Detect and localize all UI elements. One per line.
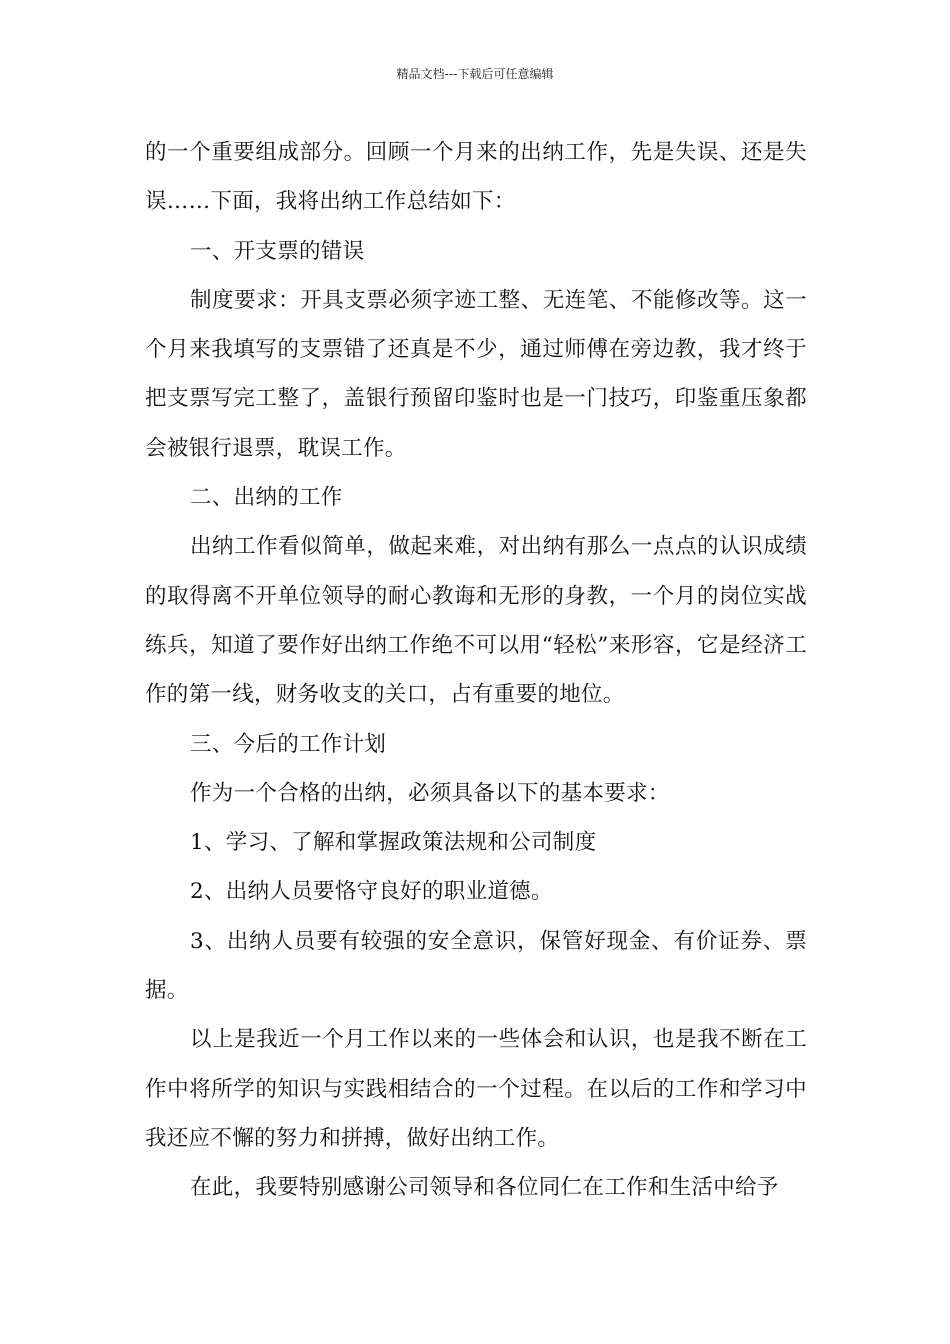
list-item: 1、学习、了解和掌握政策法规和公司制度 <box>190 830 597 856</box>
paragraph: 的一个重要组成部分。回顾一个月来的出纳工作，先是失误、还是失误……下面，我将出纳工作总结如下： <box>145 140 807 215</box>
paragraph: 作为一个合格的出纳，必须具备以下的基本要求： <box>190 780 670 806</box>
paragraph: 以上是我近一个月工作以来的一些体会和认识，也是我不断在工作中将所学的知识与实践相结合的一个过程。在以后的工作和学习中我还应不懈的努力和拼搏，做好出纳工作。 <box>145 1027 807 1151</box>
paragraph: 出纳工作看似简单，做起来难，对出纳有那么一点点的认识成绩的取得离不开单位领导的耐心教诲和无形的身教，一个月的岗位实战练兵，知道了要作好出纳工作绝不可以用“轻松”来形容，它是经济工作的第一线，财务收支的关口，占有重要的地位。 <box>145 534 807 708</box>
section-heading: 三、今后的工作计划 <box>190 731 387 757</box>
paragraph: 在此，我要特别感谢公司领导和各位同仁在工作和生活中给予 <box>190 1175 779 1201</box>
list-item: 3、出纳人员要有较强的安全意识，保管好现金、有价证券、票据。 <box>145 928 807 1004</box>
section-heading: 二、出纳的工作 <box>190 485 343 511</box>
page-header: 精品文档---下载后可任意编辑 <box>396 67 554 81</box>
paragraph: 制度要求：开具支票必须字迹工整、无连笔、不能修改等。这一个月来我填写的支票错了还真是不少，通过师傅在旁边教，我才终于把支票写完工整了，盖银行预留印鉴时也是一门技巧，印鉴重压象都会被银行退票，耽误工作。 <box>145 287 807 461</box>
document-body <box>145 128 807 1213</box>
section-heading: 一、开支票的错误 <box>190 238 365 264</box>
list-item: 2、出纳人员要恪守良好的职业道德。 <box>190 879 553 905</box>
